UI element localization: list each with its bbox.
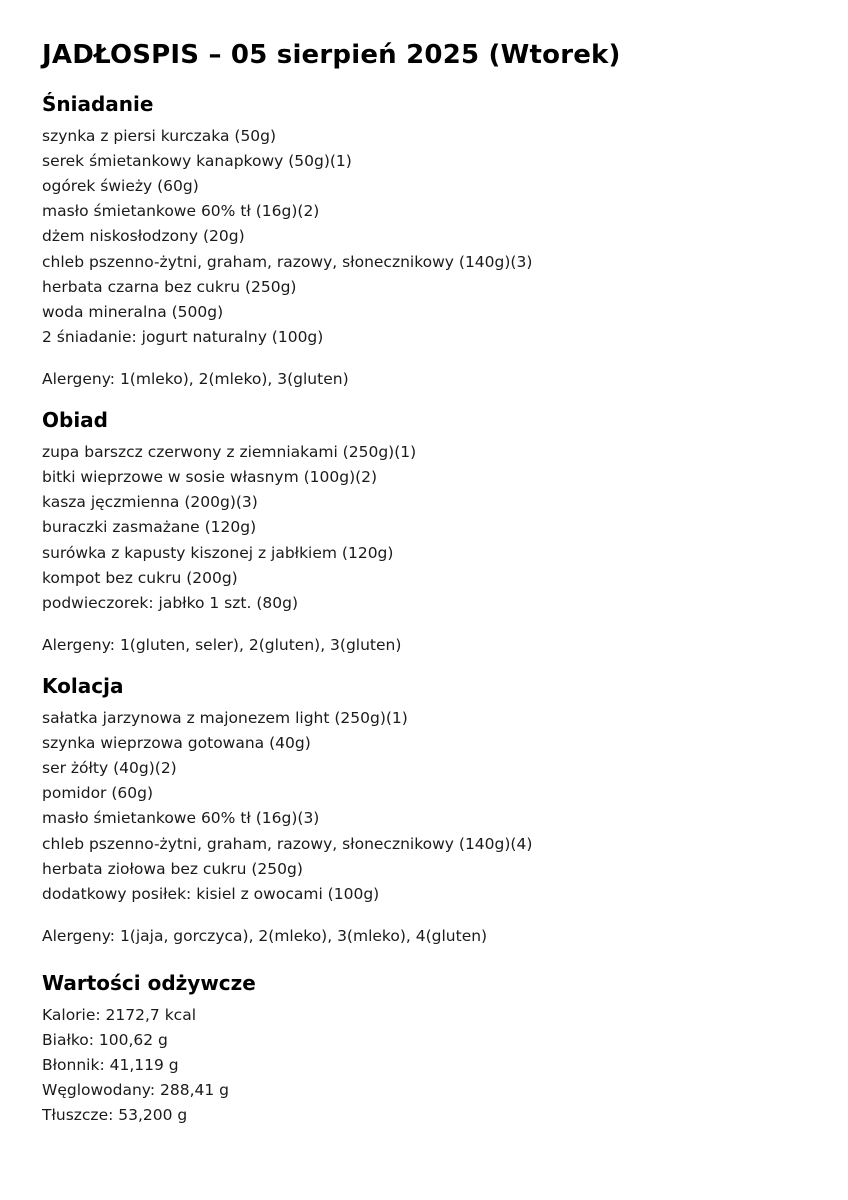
list-item: surówka z kapusty kiszonej z jabłkiem (120g) bbox=[42, 543, 394, 562]
allergens-note: Alergeny: 1(jaja, gorczyca), 2(mleko), 3(mleko), 4(gluten) bbox=[42, 926, 488, 945]
list-item: ogórek świeży (60g) bbox=[42, 177, 199, 196]
list-item: dżem niskosłodzony (20g) bbox=[42, 227, 245, 246]
list-item: sałatka jarzynowa z majonezem light (250g)(1) bbox=[42, 708, 408, 727]
meal-section-lunch bbox=[42, 408, 806, 658]
page-title: JADŁOSPIS – 05 sierpień 2025 (Wtorek) bbox=[42, 40, 621, 70]
meal-section-breakfast bbox=[42, 92, 806, 392]
list-item: Białko: 100,62 g bbox=[42, 1031, 168, 1050]
meal-item-list bbox=[42, 706, 806, 907]
list-item: chleb pszenno-żytni, graham, razowy, słonecznikowy (140g)(3) bbox=[42, 252, 533, 271]
section-heading: Kolacja bbox=[42, 673, 124, 698]
section-heading: Wartości odżywcze bbox=[42, 970, 256, 995]
list-item: dodatkowy posiłek: kisiel z owocami (100g) bbox=[42, 884, 380, 903]
list-item: podwieczorek: jabłko 1 szt. (80g) bbox=[42, 593, 298, 612]
list-item: chleb pszenno-żytni, graham, razowy, słonecznikowy (140g)(4) bbox=[42, 834, 533, 853]
meal-section-dinner bbox=[42, 674, 806, 949]
nutrition-list bbox=[42, 1003, 806, 1129]
list-item: kompot bez cukru (200g) bbox=[42, 568, 238, 587]
list-item: herbata ziołowa bez cukru (250g) bbox=[42, 859, 303, 878]
list-item: ser żółty (40g)(2) bbox=[42, 759, 177, 778]
list-item: masło śmietankowe 60% tł (16g)(2) bbox=[42, 202, 320, 221]
list-item: szynka wieprzowa gotowana (40g) bbox=[42, 734, 311, 753]
list-item: kasza jęczmienna (200g)(3) bbox=[42, 493, 258, 512]
list-item: bitki wieprzowe w sosie własnym (100g)(2) bbox=[42, 468, 378, 487]
list-item: buraczki zasmażane (120g) bbox=[42, 518, 257, 537]
list-item: Błonnik: 41,119 g bbox=[42, 1056, 179, 1075]
list-item: serek śmietankowy kanapkowy (50g)(1) bbox=[42, 152, 352, 171]
meal-item-list bbox=[42, 124, 806, 350]
allergens-note: Alergeny: 1(mleko), 2(mleko), 3(gluten) bbox=[42, 369, 349, 388]
meal-item-list bbox=[42, 440, 806, 616]
list-item: zupa barszcz czerwony z ziemniakami (250g)(1) bbox=[42, 443, 417, 462]
list-item: Węglowodany: 288,41 g bbox=[42, 1081, 230, 1100]
nutrition-section bbox=[42, 971, 806, 1129]
section-heading: Obiad bbox=[42, 408, 108, 433]
list-item: szynka z piersi kurczaka (50g) bbox=[42, 127, 277, 145]
list-item: masło śmietankowe 60% tł (16g)(3) bbox=[42, 809, 320, 828]
section-heading: Śniadanie bbox=[42, 92, 154, 116]
allergens-note: Alergeny: 1(gluten, seler), 2(gluten), 3(gluten) bbox=[42, 635, 402, 654]
list-item: Tłuszcze: 53,200 g bbox=[42, 1106, 188, 1125]
list-item: 2 śniadanie: jogurt naturalny (100g) bbox=[42, 327, 324, 346]
list-item: pomidor (60g) bbox=[42, 784, 154, 803]
list-item: Kalorie: 2172,7 kcal bbox=[42, 1005, 197, 1024]
list-item: herbata czarna bez cukru (250g) bbox=[42, 277, 297, 296]
list-item: woda mineralna (500g) bbox=[42, 302, 224, 321]
